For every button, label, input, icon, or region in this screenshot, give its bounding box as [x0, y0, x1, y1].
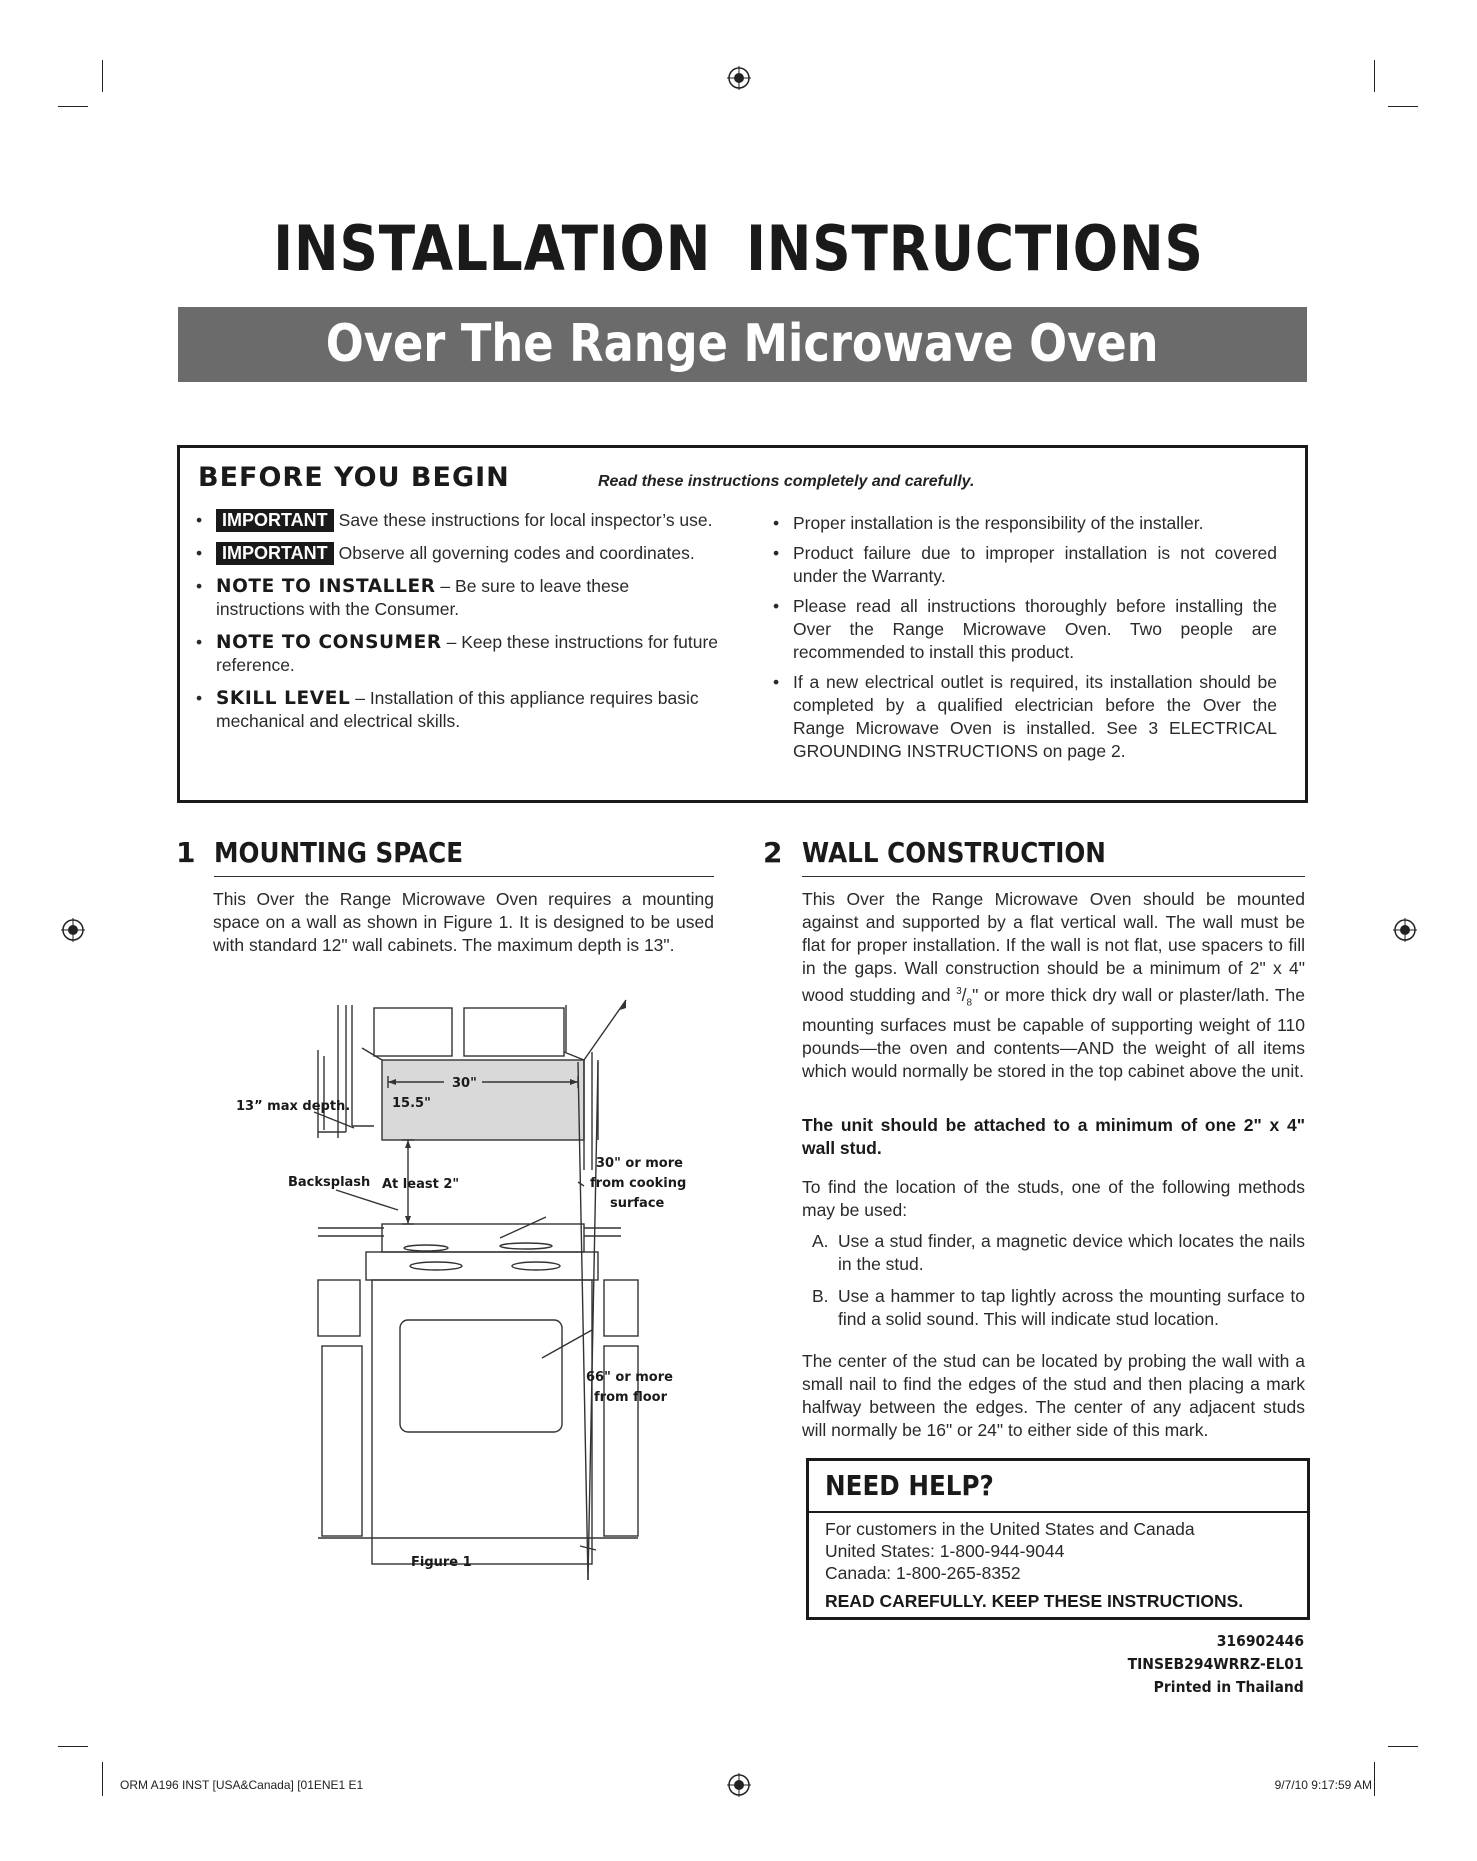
section-1-number: 1: [176, 836, 196, 869]
section-2-title: WALL CONSTRUCTION: [802, 836, 1106, 869]
important-tag: IMPORTANT: [216, 509, 334, 532]
before-you-begin-title: BEFORE YOU BEGIN: [198, 462, 510, 493]
cooking-clearance-label-1: 30" or more: [596, 1156, 683, 1171]
need-help-read-carefully: READ CAREFULLY. KEEP THESE INSTRUCTIONS.: [825, 1591, 1244, 1611]
need-help-header: [809, 1461, 1307, 1513]
need-help-box: [806, 1458, 1310, 1620]
list-item: • Please read all instructions thoroughly before installing the Over the Range Microwave Oven. Two people are recommended to install this product.: [757, 595, 1277, 664]
section-2-center-text: The center of the stud can be located by probing the wall with a small nail to find the edges of the stud and then placing a mark halfway between the edges. The center of any adjacent studs will normally be 16" or 24" to either side of this mark.: [802, 1351, 1305, 1440]
before-you-begin-subtitle: Read these instructions completely and carefully.: [598, 473, 975, 490]
stud-methods-list: [802, 1230, 1305, 1340]
before-you-begin-right-list: [757, 512, 1277, 770]
part-number: 316902446: [1216, 1632, 1304, 1650]
list-item: • Proper installation is the responsibility of the installer.: [757, 512, 1277, 535]
list-item: • If a new electrical outlet is required, its installation should be completed by a qualified electrician before the Over the Range Microwave Oven is installed. See 3 ELECTRICAL GROUNDING INSTRUCTIONS on page 2.: [757, 671, 1277, 763]
list-item: • SKILL LEVEL – Installation of this appliance requires basic mechanical and electrical skills.: [180, 687, 720, 733]
list-item: A. Use a stud finder, a magnetic device which locates the nails in the stud.: [812, 1231, 1305, 1274]
footer-timestamp: 9/7/10 9:17:59 AM: [1274, 1778, 1372, 1792]
need-help-line-1: For customers in the United States and Canada: [825, 1519, 1195, 1539]
note-to-installer-label: NOTE TO INSTALLER: [216, 576, 436, 597]
width-dimension-label: 30": [452, 1076, 477, 1091]
floor-clearance-label-1: 66" or more: [586, 1370, 673, 1385]
page-subtitle: Over The Range Microwave Oven: [326, 314, 1159, 374]
list-item: B. Use a hammer to tap lightly across the mounting surface to find a solid sound. This will indicate stud location.: [812, 1286, 1305, 1329]
section-2-rule: [802, 876, 1305, 877]
section-1-title: MOUNTING SPACE: [214, 836, 464, 869]
cooking-clearance-label-2: from cooking: [590, 1176, 687, 1191]
printed-in: Printed in Thailand: [1153, 1678, 1304, 1696]
skill-level-label: SKILL LEVEL: [216, 688, 351, 709]
max-depth-label: 13” max depth.: [236, 1099, 351, 1114]
crop-mark: [102, 1762, 103, 1796]
footer-left-slug: ORM A196 INST [USA&Canada] [01ENE1 E1: [120, 1778, 364, 1792]
crop-mark: [1374, 1762, 1375, 1796]
backsplash-label: Backsplash: [288, 1175, 371, 1190]
page-title: INSTALLATION INSTRUCTIONS: [273, 212, 1204, 285]
crop-mark: [1388, 106, 1418, 107]
fraction-denominator: 8: [966, 997, 973, 1009]
list-item: • Product failure due to improper installation is not covered under the Warranty.: [757, 542, 1277, 588]
section-1-body: This Over the Range Microwave Oven requires a mounting space on a wall as shown in Figure 1. It is designed to be used with standard 12" wall cabinets. The maximum depth is 13".: [213, 889, 714, 955]
registration-mark-icon: [727, 1773, 751, 1797]
need-help-canada-phone: Canada: 1-800-265-8352: [825, 1563, 1021, 1583]
crop-mark: [58, 1746, 88, 1747]
registration-mark-icon: [1393, 918, 1417, 942]
section-2-bold-note: The unit should be attached to a minimum of one 2" x 4" wall stud.: [802, 1115, 1305, 1158]
need-help-us-phone: United States: 1-800-944-9044: [825, 1541, 1065, 1561]
floor-clearance-label-2: from floor: [594, 1390, 667, 1405]
section-1-rule: [214, 876, 714, 877]
at-least-label: At least 2": [382, 1177, 460, 1192]
crop-mark: [1374, 60, 1375, 92]
note-to-consumer-label: NOTE TO CONSUMER: [216, 632, 442, 653]
cooking-clearance-label-3: surface: [610, 1196, 665, 1211]
subtitle-bar: [178, 307, 1307, 382]
list-item: • NOTE TO CONSUMER – Keep these instructions for future reference.: [180, 631, 720, 677]
section-2-body: This Over the Range Microwave Oven should be mounted against and supported by a flat vertical wall. The wall must be flat for proper installation. If the wall is not flat, use spacers to fill in the gaps. Wall construction should be a minimum of 2" x 4" wood studding and $^3/_8$" or more thick dry wall or plaster/lath. The mounting surfaces must be capable of supporting weight of 110 pounds—the oven and contents—AND the weight of all items which would normally be stored in the top cabinet above the unit.: [802, 889, 1306, 1082]
section-2-number: 2: [763, 836, 783, 869]
figure-1-diagram: [226, 990, 687, 1580]
crop-mark: [102, 60, 103, 92]
figure-caption: Figure 1: [411, 1555, 472, 1570]
crop-mark: [58, 106, 88, 107]
model-code: TINSEB294WRRZ-EL01: [1127, 1655, 1304, 1673]
important-tag: IMPORTANT: [216, 542, 334, 565]
section-2-methods-intro: To find the location of the studs, one of the following methods may be used:: [802, 1177, 1305, 1220]
registration-mark-icon: [61, 918, 85, 942]
registration-mark-icon: [727, 66, 751, 90]
before-you-begin-box: [177, 445, 1308, 803]
list-item: • IMPORTANT Observe all governing codes and coordinates.: [180, 542, 720, 565]
height-dimension-label: 15.5": [392, 1096, 431, 1111]
before-you-begin-left-list: [180, 509, 720, 743]
list-item: • IMPORTANT Save these instructions for local inspector’s use.: [180, 509, 720, 532]
crop-mark: [1388, 1746, 1418, 1747]
fraction-numerator: 3: [956, 986, 962, 997]
need-help-title: NEED HELP?: [825, 1469, 994, 1502]
list-item: • NOTE TO INSTALLER – Be sure to leave these instructions with the Consumer.: [180, 575, 720, 621]
